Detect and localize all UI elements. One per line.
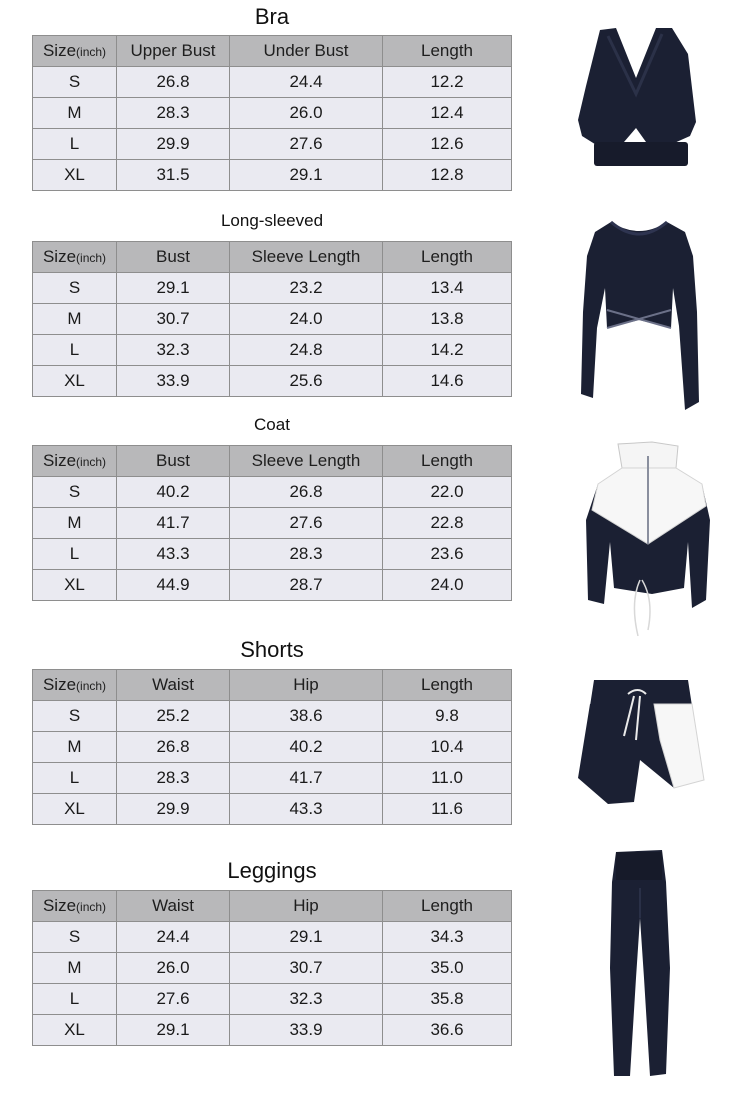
- long-sleeved-title: Long-sleeved: [220, 211, 324, 230]
- table-cell: 36.6: [383, 1015, 512, 1046]
- table-cell: 32.3: [230, 984, 383, 1015]
- table-cell: 29.1: [117, 273, 230, 304]
- table-cell: 44.9: [117, 570, 230, 601]
- length-header: Length: [383, 670, 512, 701]
- length-header: Length: [383, 242, 512, 273]
- table-cell: 12.6: [383, 129, 512, 160]
- bust-header: Bust: [117, 446, 230, 477]
- size-cell: S: [33, 701, 117, 732]
- bust-header: Bust: [117, 242, 230, 273]
- table-cell: 43.3: [230, 794, 383, 825]
- table-header-row: [33, 36, 512, 67]
- table-cell: 31.5: [117, 160, 230, 191]
- table-cell: 34.3: [383, 922, 512, 953]
- size-cell: XL: [33, 1015, 117, 1046]
- table-cell: 40.2: [117, 477, 230, 508]
- table-cell: 22.0: [383, 477, 512, 508]
- table-cell: 24.4: [117, 922, 230, 953]
- size-cell: M: [33, 98, 117, 129]
- size-cell: L: [33, 335, 117, 366]
- table-row: [33, 366, 512, 397]
- table-cell: 41.7: [230, 763, 383, 794]
- table-cell: 10.4: [383, 732, 512, 763]
- table-cell: 12.2: [383, 67, 512, 98]
- table-row: [33, 922, 512, 953]
- table-cell: 30.7: [117, 304, 230, 335]
- table-row: [33, 273, 512, 304]
- size-cell: L: [33, 763, 117, 794]
- size-header: Size(inch): [33, 242, 117, 273]
- size-cell: XL: [33, 794, 117, 825]
- table-row: [33, 508, 512, 539]
- size-header: Size(inch): [33, 670, 117, 701]
- upper-bust-header: Upper Bust: [117, 36, 230, 67]
- table-cell: 32.3: [117, 335, 230, 366]
- table-cell: 29.1: [230, 922, 383, 953]
- table-header-row: [33, 446, 512, 477]
- table-cell: 26.0: [117, 953, 230, 984]
- table-cell: 22.8: [383, 508, 512, 539]
- table-cell: 29.9: [117, 794, 230, 825]
- table-row: [33, 1015, 512, 1046]
- table-row: [33, 953, 512, 984]
- table-cell: 24.4: [230, 67, 383, 98]
- table-cell: 28.3: [117, 98, 230, 129]
- table-cell: 38.6: [230, 701, 383, 732]
- table-cell: 29.1: [230, 160, 383, 191]
- table-row: [33, 794, 512, 825]
- table-header-row: [33, 242, 512, 273]
- under-bust-header: Under Bust: [230, 36, 383, 67]
- table-row: [33, 984, 512, 1015]
- bra-title: Bra: [254, 4, 290, 29]
- hip-header: Hip: [230, 670, 383, 701]
- table-row: [33, 763, 512, 794]
- sleeve-length-header: Sleeve Length: [230, 446, 383, 477]
- table-row: [33, 129, 512, 160]
- table-header-row: [33, 891, 512, 922]
- table-row: [33, 67, 512, 98]
- table-cell: 40.2: [230, 732, 383, 763]
- shorts-icon: [574, 676, 708, 806]
- table-cell: 24.0: [230, 304, 383, 335]
- table-cell: 35.8: [383, 984, 512, 1015]
- size-cell: M: [33, 508, 117, 539]
- size-cell: XL: [33, 366, 117, 397]
- coat-title: Coat: [254, 415, 290, 434]
- table-cell: 12.8: [383, 160, 512, 191]
- size-header: Size(inch): [33, 446, 117, 477]
- table-cell: 33.9: [117, 366, 230, 397]
- table-row: [33, 477, 512, 508]
- table-row: [33, 570, 512, 601]
- table-header-row: [33, 670, 512, 701]
- table-cell: 35.0: [383, 953, 512, 984]
- shorts-title: Shorts: [240, 637, 304, 662]
- table-cell: 13.8: [383, 304, 512, 335]
- table-row: [33, 701, 512, 732]
- size-cell: M: [33, 304, 117, 335]
- table-cell: 24.0: [383, 570, 512, 601]
- table-cell: 11.0: [383, 763, 512, 794]
- size-cell: M: [33, 732, 117, 763]
- bra-size-table: [32, 35, 512, 191]
- table-row: [33, 160, 512, 191]
- waist-header: Waist: [117, 670, 230, 701]
- table-row: [33, 98, 512, 129]
- table-cell: 28.3: [230, 539, 383, 570]
- table-cell: 28.7: [230, 570, 383, 601]
- table-cell: 26.8: [117, 67, 230, 98]
- shorts-size-table: [32, 669, 512, 825]
- table-row: [33, 304, 512, 335]
- size-cell: M: [33, 953, 117, 984]
- hooded-coat-icon: [578, 440, 718, 640]
- table-row: [33, 539, 512, 570]
- table-cell: 13.4: [383, 273, 512, 304]
- hip-header: Hip: [230, 891, 383, 922]
- table-cell: 12.4: [383, 98, 512, 129]
- table-cell: 23.2: [230, 273, 383, 304]
- coat-size-table: [32, 445, 512, 601]
- leggings-title: Leggings: [227, 858, 317, 883]
- sports-bra-icon: [572, 24, 702, 174]
- table-cell: 24.8: [230, 335, 383, 366]
- leggings-size-table: [32, 890, 512, 1046]
- size-cell: L: [33, 984, 117, 1015]
- table-cell: 33.9: [230, 1015, 383, 1046]
- table-cell: 27.6: [230, 129, 383, 160]
- size-header: Size(inch): [33, 36, 117, 67]
- long-sleeved-size-table: [32, 241, 512, 397]
- table-cell: 23.6: [383, 539, 512, 570]
- waist-header: Waist: [117, 891, 230, 922]
- table-cell: 30.7: [230, 953, 383, 984]
- table-cell: 41.7: [117, 508, 230, 539]
- table-cell: 26.8: [230, 477, 383, 508]
- leggings-icon: [596, 848, 686, 1080]
- table-cell: 25.6: [230, 366, 383, 397]
- size-cell: S: [33, 477, 117, 508]
- size-cell: L: [33, 129, 117, 160]
- size-cell: XL: [33, 570, 117, 601]
- size-header: Size(inch): [33, 891, 117, 922]
- table-cell: 14.6: [383, 366, 512, 397]
- table-cell: 9.8: [383, 701, 512, 732]
- table-cell: 26.8: [117, 732, 230, 763]
- table-cell: 29.9: [117, 129, 230, 160]
- size-cell: L: [33, 539, 117, 570]
- table-cell: 27.6: [117, 984, 230, 1015]
- size-cell: XL: [33, 160, 117, 191]
- table-cell: 25.2: [117, 701, 230, 732]
- table-cell: 27.6: [230, 508, 383, 539]
- length-header: Length: [383, 36, 512, 67]
- table-row: [33, 732, 512, 763]
- table-cell: 28.3: [117, 763, 230, 794]
- size-cell: S: [33, 67, 117, 98]
- size-cell: S: [33, 922, 117, 953]
- table-row: [33, 335, 512, 366]
- size-cell: S: [33, 273, 117, 304]
- sleeve-length-header: Sleeve Length: [230, 242, 383, 273]
- length-header: Length: [383, 891, 512, 922]
- table-cell: 43.3: [117, 539, 230, 570]
- table-cell: 14.2: [383, 335, 512, 366]
- table-cell: 29.1: [117, 1015, 230, 1046]
- table-cell: 26.0: [230, 98, 383, 129]
- length-header: Length: [383, 446, 512, 477]
- table-cell: 11.6: [383, 794, 512, 825]
- long-sleeve-top-icon: [575, 216, 705, 412]
